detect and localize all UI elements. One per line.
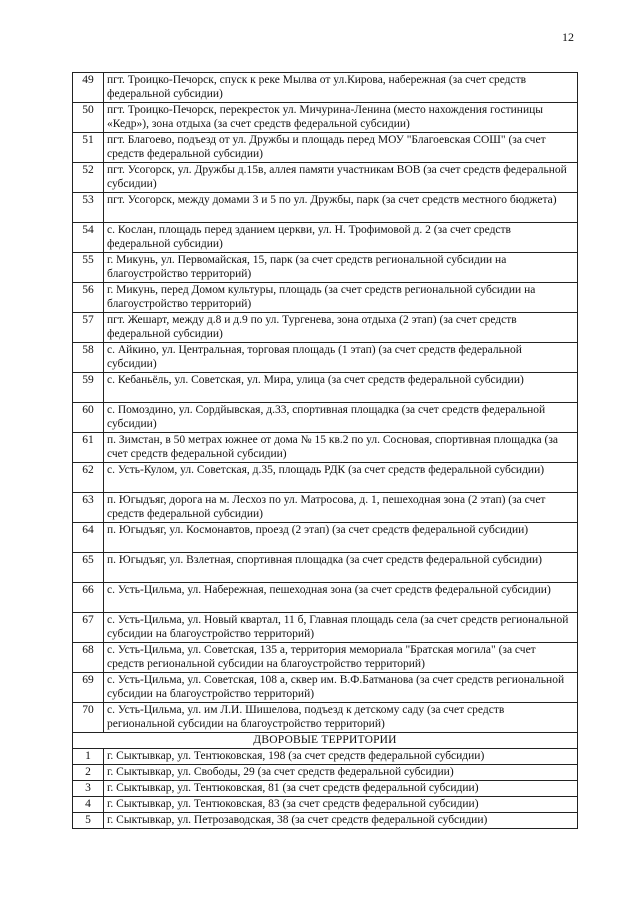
table-row [73,313,578,343]
row-description: с. Усть-Цильма, ул. Новый квартал, 11 б, Главная площадь села (за счет средств региональной субсидии на благоустройство территорий) [104,613,578,643]
table-row [73,373,578,403]
row-number: 68 [73,643,104,673]
row-description: г. Сыктывкар, ул. Петрозаводская, 38 (за счет средств федеральной субсидии) [104,813,578,829]
table-row [73,749,578,765]
row-number: 70 [73,703,104,733]
table-row [73,283,578,313]
table-row [73,813,578,829]
row-number: 54 [73,223,104,253]
table-row [73,133,578,163]
row-description: пгт. Троицко-Печорск, спуск к реке Мылва от ул.Кирова, набережная (за счет средств федеральной субсидии) [104,73,578,103]
row-number: 50 [73,103,104,133]
row-number: 3 [73,781,104,797]
row-description: с. Айкино, ул. Центральная, торговая площадь (1 этап) (за счет средств федеральной субсидии) [104,343,578,373]
objects-table [72,72,578,829]
row-number: 57 [73,313,104,343]
row-number: 5 [73,813,104,829]
table-row [73,223,578,253]
table-row [73,163,578,193]
row-number: 53 [73,193,104,223]
table-row [73,493,578,523]
table-row [73,781,578,797]
row-number: 65 [73,553,104,583]
table-row [73,553,578,583]
row-description: с. Кебаньёль, ул. Советская, ул. Мира, улица (за счет средств федеральной субсидии) [104,373,578,403]
table-row [73,463,578,493]
row-description: п. Югыдъяг, ул. Космонавтов, проезд (2 этап) (за счет средств федеральной субсидии) [104,523,578,553]
row-number: 1 [73,749,104,765]
row-number: 60 [73,403,104,433]
table-row [73,343,578,373]
table-row [73,253,578,283]
table-row [73,73,578,103]
row-number: 2 [73,765,104,781]
row-description: пгт. Благоево, подъезд от ул. Дружбы и площадь перед МОУ "Благоевская СОШ" (за счет средств федеральной субсидии) [104,133,578,163]
row-description: с. Помоздино, ул. Сордйывская, д.33, спортивная площадка (за счет средств федеральной субсидии) [104,403,578,433]
row-description: пгт. Усогорск, ул. Дружбы д.15в, аллея памяти участникам ВОВ (за счет средств федеральной субсидии) [104,163,578,193]
row-number: 56 [73,283,104,313]
row-description: г. Микунь, ул. Первомайская, 15, парк (за счет средств региональной субсидии на благоустройство территорий) [104,253,578,283]
table-row [73,583,578,613]
row-number: 64 [73,523,104,553]
row-number: 61 [73,433,104,463]
row-description: п. Югыдъяг, ул. Взлетная, спортивная площадка (за счет средств федеральной субсидии) [104,553,578,583]
row-number: 55 [73,253,104,283]
row-number: 49 [73,73,104,103]
row-number: 63 [73,493,104,523]
section-header-row [73,733,578,749]
row-description: с. Усть-Цильма, ул. Советская, 135 а, территория мемориала "Братская могила" (за счет средств региональной субсидии на благоустройство территорий) [104,643,578,673]
page-number: 12 [562,30,574,44]
table-row [73,765,578,781]
row-description: г. Сыктывкар, ул. Тентюковская, 198 (за счет средств федеральной субсидии) [104,749,578,765]
row-description: с. Усть-Кулом, ул. Советская, д.35, площадь РДК (за счет средств федеральной субсидии) [104,463,578,493]
row-number: 66 [73,583,104,613]
row-description: с. Усть-Цильма, ул. Набережная, пешеходная зона (за счет средств федеральной субсидии) [104,583,578,613]
table-row [73,703,578,733]
row-number: 4 [73,797,104,813]
table-row [73,103,578,133]
row-description: г. Микунь, перед Домом культуры, площадь (за счет средств региональной субсидии на благоустройство территорий) [104,283,578,313]
row-description: с. Усть-Цильма, ул. Советская, 108 а, сквер им. В.Ф.Батманова (за счет средств региональной субсидии на благоустройство территорий) [104,673,578,703]
row-description: п. Югыдъяг, дорога на м. Лесхоз по ул. Матросова, д. 1, пешеходная зона (2 этап) (за счет средств федеральной субсидии) [104,493,578,523]
row-description: с. Кослан, площадь перед зданием церкви, ул. Н. Трофимовой д. 2 (за счет средств федеральной субсидии) [104,223,578,253]
row-number: 58 [73,343,104,373]
table-row [73,523,578,553]
row-number: 69 [73,673,104,703]
table-row [73,797,578,813]
row-number: 52 [73,163,104,193]
table-row [73,403,578,433]
row-number: 51 [73,133,104,163]
row-description: г. Сыктывкар, ул. Тентюковская, 81 (за счет средств федеральной субсидии) [104,781,578,797]
row-number: 59 [73,373,104,403]
row-number: 62 [73,463,104,493]
row-description: пгт. Усогорск, между домами 3 и 5 по ул. Дружбы, парк (за счет средств местного бюджета) [104,193,578,223]
row-description: пгт. Троицко-Печорск, перекресток ул. Мичурина-Ленина (место нахождения гостиницы «Кедр»), зона отдыха (за счет средств федеральной субсидии) [104,103,578,133]
table-row [73,643,578,673]
row-description: г. Сыктывкар, ул. Тентюковская, 83 (за счет средств федеральной субсидии) [104,797,578,813]
section-title: ДВОРОВЫЕ ТЕРРИТОРИИ [73,733,578,749]
row-description: пгт. Жешарт, между д.8 и д.9 по ул. Тургенева, зона отдыха (2 этап) (за счет средств федеральной субсидии) [104,313,578,343]
table-row [73,193,578,223]
table-row [73,613,578,643]
row-description: г. Сыктывкар, ул. Свободы, 29 (за счет средств федеральной субсидии) [104,765,578,781]
row-description: п. Зимстан, в 50 метрах южнее от дома № 15 кв.2 по ул. Сосновая, спортивная площадка (за счет средств федеральной субсидии) [104,433,578,463]
table-row [73,673,578,703]
row-number: 67 [73,613,104,643]
row-description: с. Усть-Цильма, ул. им Л.И. Шишелова, подъезд к детскому саду (за счет средств региональной субсидии на благоустройство территорий) [104,703,578,733]
table-row [73,433,578,463]
